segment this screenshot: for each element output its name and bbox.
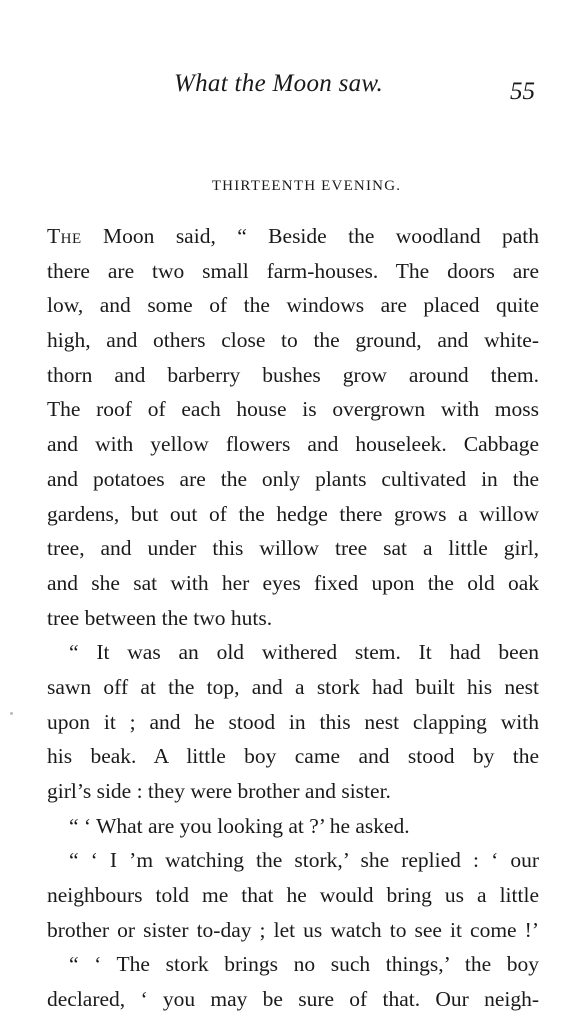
text-line: and she sat with her eyes fixed upon the old oak xyxy=(47,570,539,595)
text-line: and potatoes are the only plants cultivated in the xyxy=(47,466,539,491)
chapter-heading: THIRTEENTH EVENING. xyxy=(211,178,402,194)
text-line: The roof of each house is overgrown with moss xyxy=(47,397,539,422)
text-line: “ ‘ I ’m watching the stork,’ she replied : ‘ our xyxy=(69,848,539,873)
text-line: “ ‘ What are you looking at ?’ he asked. xyxy=(69,813,410,838)
running-title: What the Moon saw. xyxy=(174,70,384,97)
text-line: declared, ‘ you may be sure of that. Our neigh- xyxy=(47,987,539,1012)
text-line: and with yellow flowers and houseleek. Cabbage xyxy=(47,432,539,457)
text-line: girl’s side : they were brother and sister. xyxy=(47,779,391,803)
page-number: 55 xyxy=(510,78,535,105)
text-line: his beak. A little boy came and stood by the xyxy=(47,744,539,769)
text-line: sawn off at the top, and a stork had built his nest xyxy=(47,674,539,699)
body-text xyxy=(47,219,539,1017)
text-line: there are two small farm-houses. The doors are xyxy=(47,258,539,283)
text-line: upon it ; and he stood in this nest clapping with xyxy=(47,709,539,734)
paper-speck xyxy=(10,712,13,715)
text-line: The Moon said, “ Beside the woodland path xyxy=(47,224,539,248)
text-line: tree between the two huts. xyxy=(47,605,273,630)
text-line: high, and others close to the ground, and white- xyxy=(47,328,539,353)
text-line: thorn and barberry bushes grow around them. xyxy=(47,362,539,387)
text-line: low, and some of the windows are placed quite xyxy=(47,293,539,318)
text-line: neighbours told me that he would bring us a little xyxy=(47,883,539,908)
opening-word: The xyxy=(47,224,82,248)
text-line: “ ‘ The stork brings no such things,’ the boy xyxy=(69,952,539,977)
text-line: gardens, but out of the hedge there grows a willow xyxy=(47,501,539,526)
text-line: “ It was an old withered stem. It had been xyxy=(69,640,539,665)
running-head xyxy=(0,70,583,110)
text-line: tree, and under this willow tree sat a little girl, xyxy=(47,536,539,561)
text-line: brother or sister to-day ; let us watch to see it come !’ xyxy=(47,917,539,942)
